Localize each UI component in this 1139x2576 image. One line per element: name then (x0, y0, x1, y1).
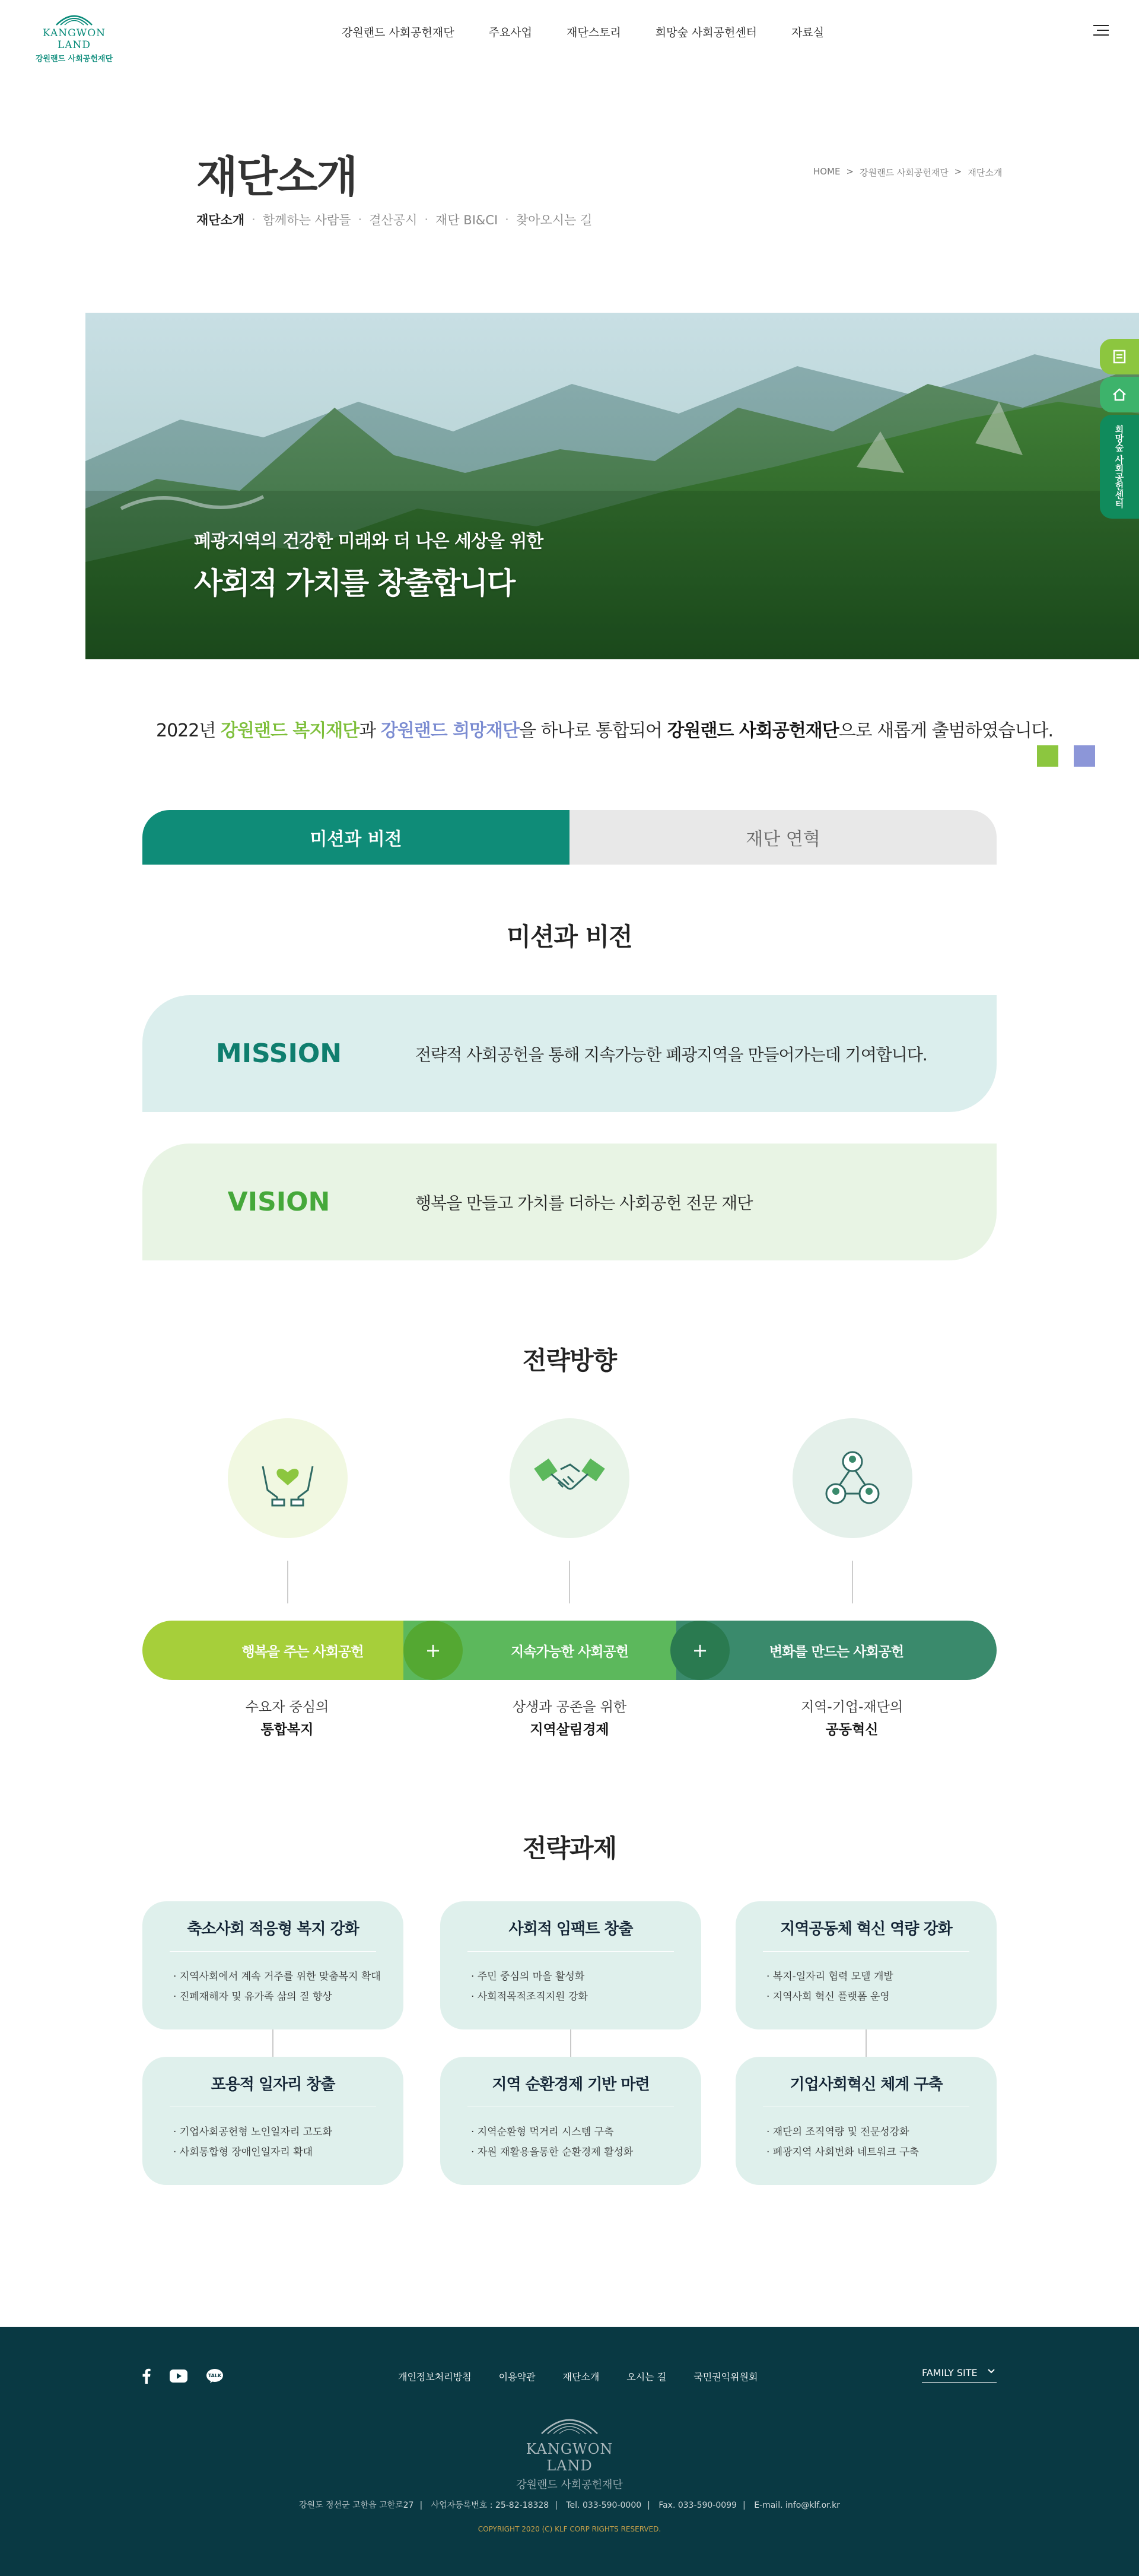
family-site-select[interactable] (922, 2367, 997, 2383)
strategy-happiness: 행복을 주는 사회공헌 (142, 1621, 463, 1680)
footer-logo (510, 2410, 629, 2492)
hero-subtitle: 폐광지역의 건강한 미래와 더 나은 세상을 위한 (194, 531, 543, 552)
subnav-intro[interactable]: 재단소개 (196, 213, 245, 227)
footer-logo-en: KANGWON LAND (526, 2441, 613, 2474)
task-title: 지역공동체 혁신 역량 강화 (780, 1920, 952, 1938)
breadcrumb-foundation[interactable]: 강원랜드 사회공헌재단 (860, 167, 949, 178)
logo-mark-icon (537, 2410, 602, 2436)
task-card (142, 1901, 403, 2029)
task-title: 포용적 일자리 창출 (211, 2076, 335, 2094)
quick-menu (1100, 339, 1139, 519)
quick-home-button[interactable] (1100, 377, 1139, 412)
footer-links (398, 2369, 785, 2383)
breadcrumb-home[interactable]: HOME (813, 166, 841, 177)
subnav-settlement[interactable]: 결산공시 (369, 213, 418, 227)
network-people-icon (793, 1418, 912, 1538)
subnav-separator: · (505, 212, 509, 227)
subnav-directions[interactable]: 찾아오시는 길 (516, 213, 593, 227)
hero-title: 사회적 가치를 창출합니다 (194, 566, 515, 601)
task-point: · 기업사회공헌형 노인일자리 고도화 (173, 2126, 332, 2138)
tasks-title: 전략과제 (522, 1834, 617, 1863)
task-point: · 폐광지역 사회변화 네트워크 구축 (766, 2146, 919, 2158)
footer-link-about[interactable]: 재단소개 (562, 2371, 600, 2383)
intro-foundation: 강원랜드 사회공헌재단 (667, 720, 839, 741)
footer-tel: Tel. 033-590-0000 (566, 2501, 642, 2510)
document-icon (1111, 348, 1128, 365)
footer-link-terms[interactable]: 이용약관 (498, 2371, 536, 2383)
hamburger-menu-icon[interactable] (1093, 25, 1109, 37)
task-title: 사회적 임팩트 창출 (508, 1920, 633, 1938)
blue-square-decoration (1074, 745, 1095, 767)
footer-link-privacy[interactable]: 개인정보처리방침 (398, 2371, 472, 2383)
task-card (440, 1901, 701, 2029)
nav-item-business[interactable]: 주요사업 (488, 26, 533, 39)
mountain-landscape-image (85, 313, 1139, 659)
intro-text: 2022년 강원랜드 복지재단과 강원랜드 희망재단을 하나로 통합되어 강원랜드 사회공헌재단으로 새롭게 출범하였습니다. (156, 720, 1054, 741)
task-point: · 주민 중심의 마을 활성화 (471, 1971, 585, 1983)
task-point: · 복지-일자리 협력 모델 개발 (766, 1971, 893, 1983)
strategy-desc-1: 수요자 중심의 통합복지 (245, 1700, 329, 1738)
mission-text: 전략적 사회공헌을 통해 지속가능한 폐광지역을 만들어가는데 기여합니다. (415, 1044, 927, 1065)
content-tabs (142, 810, 997, 865)
family-site-label: FAMILY SITE (922, 2367, 978, 2378)
task-card (736, 2057, 997, 2185)
subnav-people[interactable]: 함께하는 사람들 (262, 213, 351, 227)
hands-heart-icon (228, 1418, 348, 1538)
site-logo[interactable] (30, 9, 119, 63)
task-connector (866, 2029, 867, 2057)
footer-email: E-mail. info@klf.or.kr (754, 2501, 840, 2510)
chevron-down-icon (987, 2367, 995, 2375)
breadcrumb-separator: > (846, 166, 854, 177)
footer-link-directions[interactable]: 오시는 길 (626, 2371, 667, 2383)
subnav-separator: · (358, 212, 362, 227)
quick-center-button[interactable] (1100, 415, 1139, 519)
copyright: COPYRIGHT 2020 (C) KLF CORP RIGHTS RESERVED. (478, 2525, 661, 2533)
task-point: · 사회통합형 장애인일자리 확대 (173, 2146, 313, 2158)
strategy-change: 변화를 만드는 사회공헌 (676, 1621, 997, 1680)
task-title: 축소사회 적응형 복지 강화 (187, 1920, 359, 1938)
intro-welfare: 강원랜드 복지재단 (220, 720, 359, 741)
footer-link-acrc[interactable]: 국민권익위원회 (693, 2371, 758, 2383)
mission-label: MISSION (215, 1038, 342, 1069)
vision-text: 행복을 만들고 가치를 더하는 사회공헌 전문 재단 (415, 1193, 753, 1213)
task-point: · 자원 재활용을통한 순환경제 활성화 (471, 2146, 634, 2158)
task-connector (570, 2029, 571, 2057)
subnav-bici[interactable]: 재단 BI&CI (435, 213, 498, 227)
youtube-icon[interactable] (170, 2369, 187, 2383)
footer-fax: Fax. 033-590-0099 (658, 2501, 737, 2510)
site-footer (0, 2327, 1139, 2576)
strategy-sustainable: 지속가능한 사회공헌 (403, 1621, 736, 1680)
task-point: · 지역사회 혁신 플랫폼 운영 (766, 1991, 890, 2003)
page-title: 재단소개 (196, 152, 357, 202)
subnav-separator: · (252, 212, 256, 227)
main-nav (342, 24, 858, 40)
task-point: · 사회적목적조직지원 강화 (471, 1991, 588, 2003)
site-header (0, 0, 1139, 64)
task-point: · 재단의 조직역량 및 전문성강화 (766, 2126, 909, 2138)
house-icon (1111, 386, 1128, 403)
nav-item-archive[interactable]: 자료실 (791, 26, 825, 39)
intro-hope: 강원랜드 희망재단 (380, 720, 519, 741)
nav-item-story[interactable]: 재단스토리 (567, 26, 621, 39)
quick-board-button[interactable] (1100, 339, 1139, 374)
task-point: · 진폐재해자 및 유가족 삶의 질 향상 (173, 1991, 332, 2003)
logo-mark-icon (53, 9, 95, 27)
svg-text:TALK: TALK (208, 2373, 222, 2378)
kakaotalk-icon[interactable] (206, 2369, 223, 2383)
sns-links (142, 2368, 223, 2384)
connector-line (569, 1561, 570, 1603)
plus-icon: + (403, 1621, 463, 1680)
footer-logo-ko: 강원랜드 사회공헌재단 (516, 2479, 623, 2491)
mission-vision-title: 미션과 비전 (507, 922, 632, 951)
mission-card (142, 995, 997, 1112)
subnav-separator: · (424, 212, 429, 227)
nav-item-center[interactable]: 희망숲 사회공헌센터 (655, 26, 758, 39)
connector-line (287, 1561, 288, 1603)
task-card (736, 1901, 997, 2029)
task-connector (272, 2029, 273, 2057)
vision-label: VISION (227, 1187, 330, 1217)
breadcrumb-current: 재단소개 (968, 167, 1003, 178)
footer-address: 강원도 정선군 고한읍 고한로27 (299, 2501, 414, 2510)
breadcrumb (813, 166, 1002, 179)
logo-ko: 강원랜드 사회공헌재단 (35, 55, 113, 63)
hero-banner (85, 313, 1139, 659)
strategy-title: 전략방향 (522, 1346, 617, 1375)
strategy-desc-2: 상생과 공존을 위한 지역살림경제 (512, 1700, 627, 1738)
nav-item-foundation[interactable]: 강원랜드 사회공헌재단 (342, 26, 454, 39)
strategy-bar (142, 1621, 997, 1680)
task-point: · 지역사회에서 계속 거주를 위한 맞춤복지 확대 (173, 1971, 381, 1983)
logo-en: KANGWON LAND (42, 27, 106, 51)
tab-mission-vision[interactable]: 미션과 비전 (142, 810, 570, 865)
breadcrumb-separator: > (954, 166, 962, 177)
task-title: 기업사회혁신 체계 구축 (790, 2076, 943, 2094)
green-square-decoration (1037, 745, 1058, 767)
footer-info: 강원도 정선군 고한읍 고한로27 | 사업자등록번호 : 25-82-18328 | Tel. 033-590-0000 | Fax. 033-590-0099 | E-mail. info@klf.or.kr (299, 2501, 840, 2510)
vision-card (142, 1144, 997, 1260)
handshake-icon (510, 1418, 629, 1538)
tab-history[interactable]: 재단 연혁 (570, 810, 997, 865)
connector-line (852, 1561, 853, 1603)
task-point: · 지역순환형 먹거리 시스템 구축 (471, 2126, 614, 2138)
sub-nav (196, 211, 592, 228)
strategy-desc-3: 지역-기업-재단의 공동혁신 (800, 1700, 903, 1738)
footer-business-number: 사업자등록번호 : 25-82-18328 (431, 2501, 549, 2510)
task-card (440, 2057, 701, 2185)
quick-center-label: 희망숲 사회공헌센터 (1113, 425, 1125, 509)
task-title: 지역 순환경제 기반 마련 (492, 2076, 650, 2094)
task-card (142, 2057, 403, 2185)
plus-icon: + (670, 1621, 730, 1680)
facebook-icon[interactable] (142, 2368, 151, 2384)
